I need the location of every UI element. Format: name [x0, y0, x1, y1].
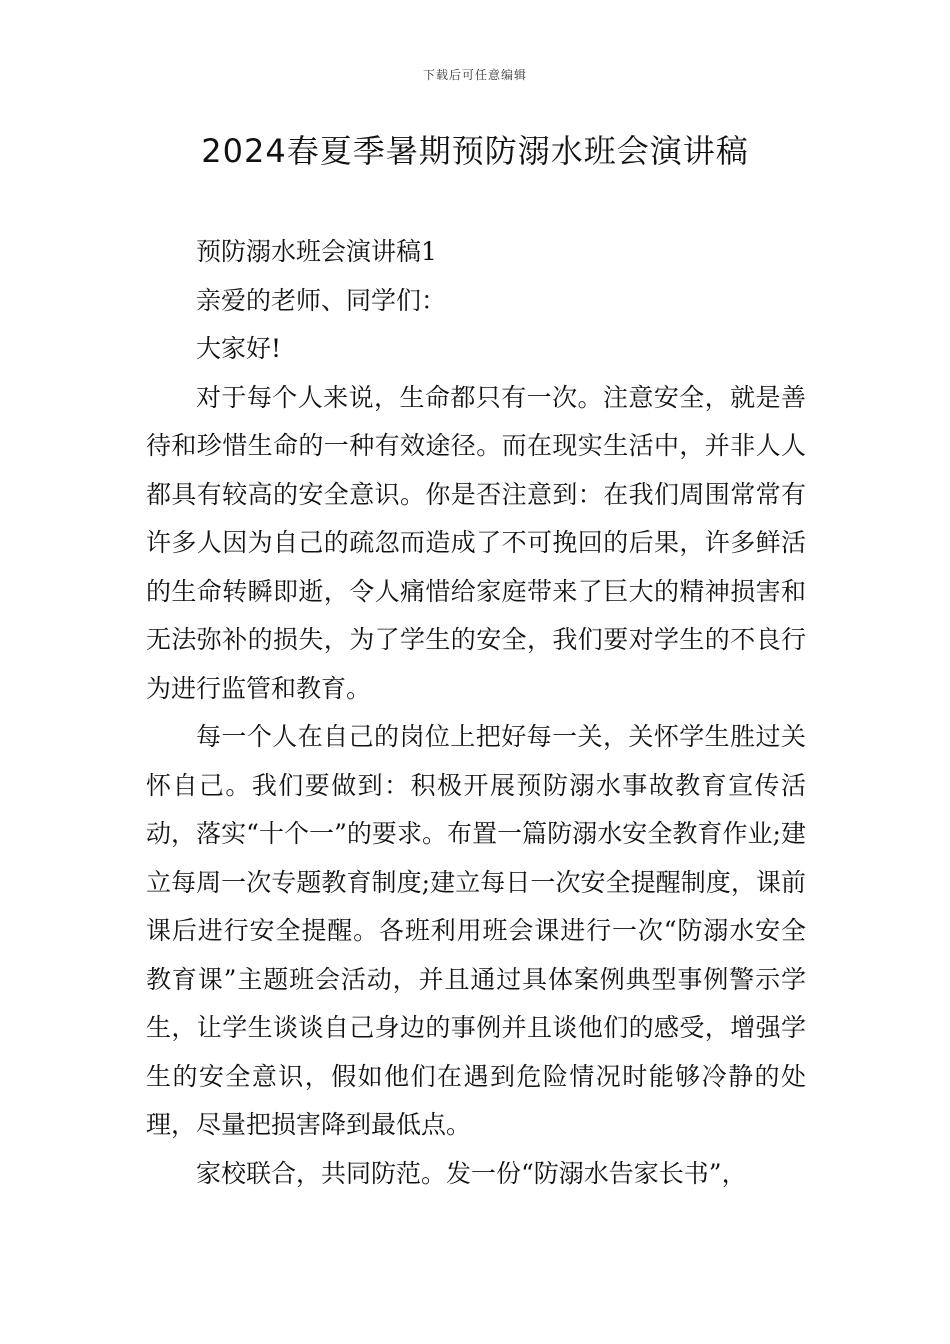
header-note: 下载后可任意编辑 [422, 68, 527, 82]
body-paragraph: 家校联合，共同防范。发一份“防溺水告家长书”， [196, 1158, 747, 1188]
speech-subtitle: 预防溺水班会演讲稿1 [196, 237, 437, 266]
document-title: 2024春夏季暑期预防溺水班会演讲稿 [201, 132, 749, 170]
greeting-line: 亲爱的老师、同学们： [196, 285, 447, 315]
document-body [146, 228, 806, 1198]
body-paragraph: 每一个人在自己的岗位上把好每一关，关怀学生胜过关怀自己。我们要做到：积极开展预防溺水事故教育宣传活动，落实“十个一”的要求。布置一篇防溺水安全教育作业;建立每周一次专题教育制度;建立每日一次安全提醒制度，课前课后进行安全提醒。各班利用班会课进行一次“防溺水安全教育课”主题班会活动，并且通过具体案例典型事例警示学生，让学生谈谈自己身边的事例并且谈他们的感受，增强学生的安全意识，假如他们在遇到危险情况时能够冷静的处理，尽量把损害降到最低点。 [146, 722, 806, 1139]
salutation-line: 大家好! [196, 334, 282, 363]
body-paragraph: 对于每个人来说，生命都只有一次。注意安全，就是善待和珍惜生命的一种有效途径。而在现实生活中，并非人人都具有较高的安全意识。你是否注意到：在我们周围常常有许多人因为自己的疏忽而造成了不可挽回的后果，许多鲜活的生命转瞬即逝，令人痛惜给家庭带来了巨大的精神损害和无法弥补的损失，为了学生的安全，我们要对学生的不良行为进行监管和教育。 [146, 382, 806, 703]
